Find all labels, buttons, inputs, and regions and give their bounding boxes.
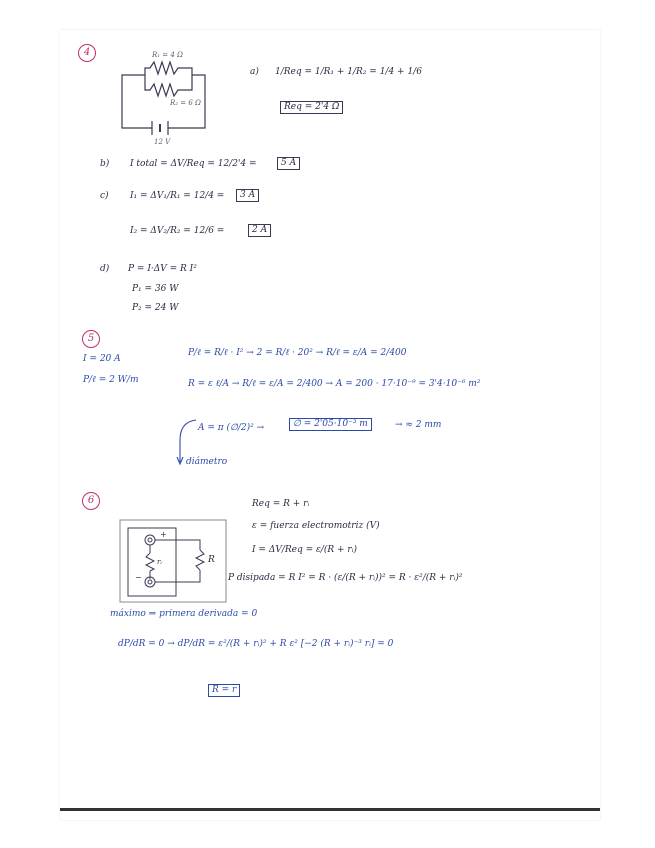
p5-equation-1: P/ℓ = R/ℓ · I² → 2 = R/ℓ · 20² → R/ℓ = ε/A = 2/400: [188, 348, 407, 358]
part-a-result: Req = 2'4 Ω: [280, 101, 343, 114]
current-equation: I = ΔV/Req = ε/(R + rᵢ): [252, 545, 358, 555]
part-c-equation-2: I₂ = ΔV₂/R₂ = 12/6 =: [130, 226, 225, 236]
page-bottom-edge: [60, 808, 600, 811]
part-d-p1: P₁ = 36 W: [132, 284, 179, 294]
diameter-note: diámetro: [186, 457, 228, 467]
r1-label: R₁ = 4 Ω: [152, 51, 183, 59]
positive-terminal: +: [160, 530, 167, 539]
part-c-label: c): [100, 191, 109, 201]
p5-area-equation: A = π (∅/2)² →: [198, 423, 265, 433]
emf-definition: ε = fuerza electromotriz (V): [252, 521, 380, 531]
problem-4-number: 4: [78, 44, 96, 62]
problem-5-number: 5: [82, 330, 100, 348]
part-a-equation: 1/Req = 1/R₁ + 1/R₂ = 1/4 + 1/6: [275, 67, 422, 77]
given-power-per-length: P/ℓ = 2 W/m: [83, 375, 139, 385]
load-resistor-label: R: [208, 555, 215, 565]
part-a-label: a): [250, 67, 259, 77]
negative-terminal: −: [135, 573, 142, 582]
power-equation: P disipada = R I² = R · (ε/(R + rᵢ))² = R · ε²/(R + rᵢ)²: [228, 573, 463, 583]
part-c-result-2: 2 A: [248, 224, 271, 237]
part-d-label: d): [100, 264, 110, 274]
part-b-equation: I total = ΔV/Req = 12/2'4 =: [130, 159, 257, 169]
p5-diameter-result: ∅ = 2'05·10⁻³ m: [289, 418, 372, 431]
part-d-equation: P = I·ΔV = R I²: [128, 264, 197, 274]
given-current: I = 20 A: [83, 354, 121, 364]
r2-label: R₂ = 6 Ω: [170, 99, 201, 107]
equivalent-resistance: Req = R + rᵢ: [252, 499, 310, 509]
internal-resistance-label: rᵢ: [157, 558, 162, 566]
part-c-equation-1: I₁ = ΔV₁/R₁ = 12/4 =: [130, 191, 225, 201]
derivative-equation: dP/dR = 0 → dP/dR = ε²/(R + rᵢ)² + R ε² [−2 (R + rᵢ)⁻³ rᵢ] = 0: [118, 639, 394, 649]
p5-diameter-approx: → ≈ 2 mm: [395, 420, 442, 430]
battery-label: 12 V: [154, 138, 171, 146]
part-d-p2: P₂ = 24 W: [132, 303, 179, 313]
part-b-label: b): [100, 159, 110, 169]
part-c-result-1: 3 A: [236, 189, 259, 202]
p5-equation-2: R = ε ℓ/A → R/ℓ = ε/A = 2/400 → A = 200 · 17·10⁻⁹ = 3'4·10⁻⁶ m²: [188, 379, 481, 389]
problem-6-number: 6: [82, 492, 100, 510]
part-b-result: 5 A: [277, 157, 300, 170]
final-result: R = r: [208, 684, 240, 697]
maximum-note: máximo ⇒ primera derivada = 0: [110, 609, 258, 619]
